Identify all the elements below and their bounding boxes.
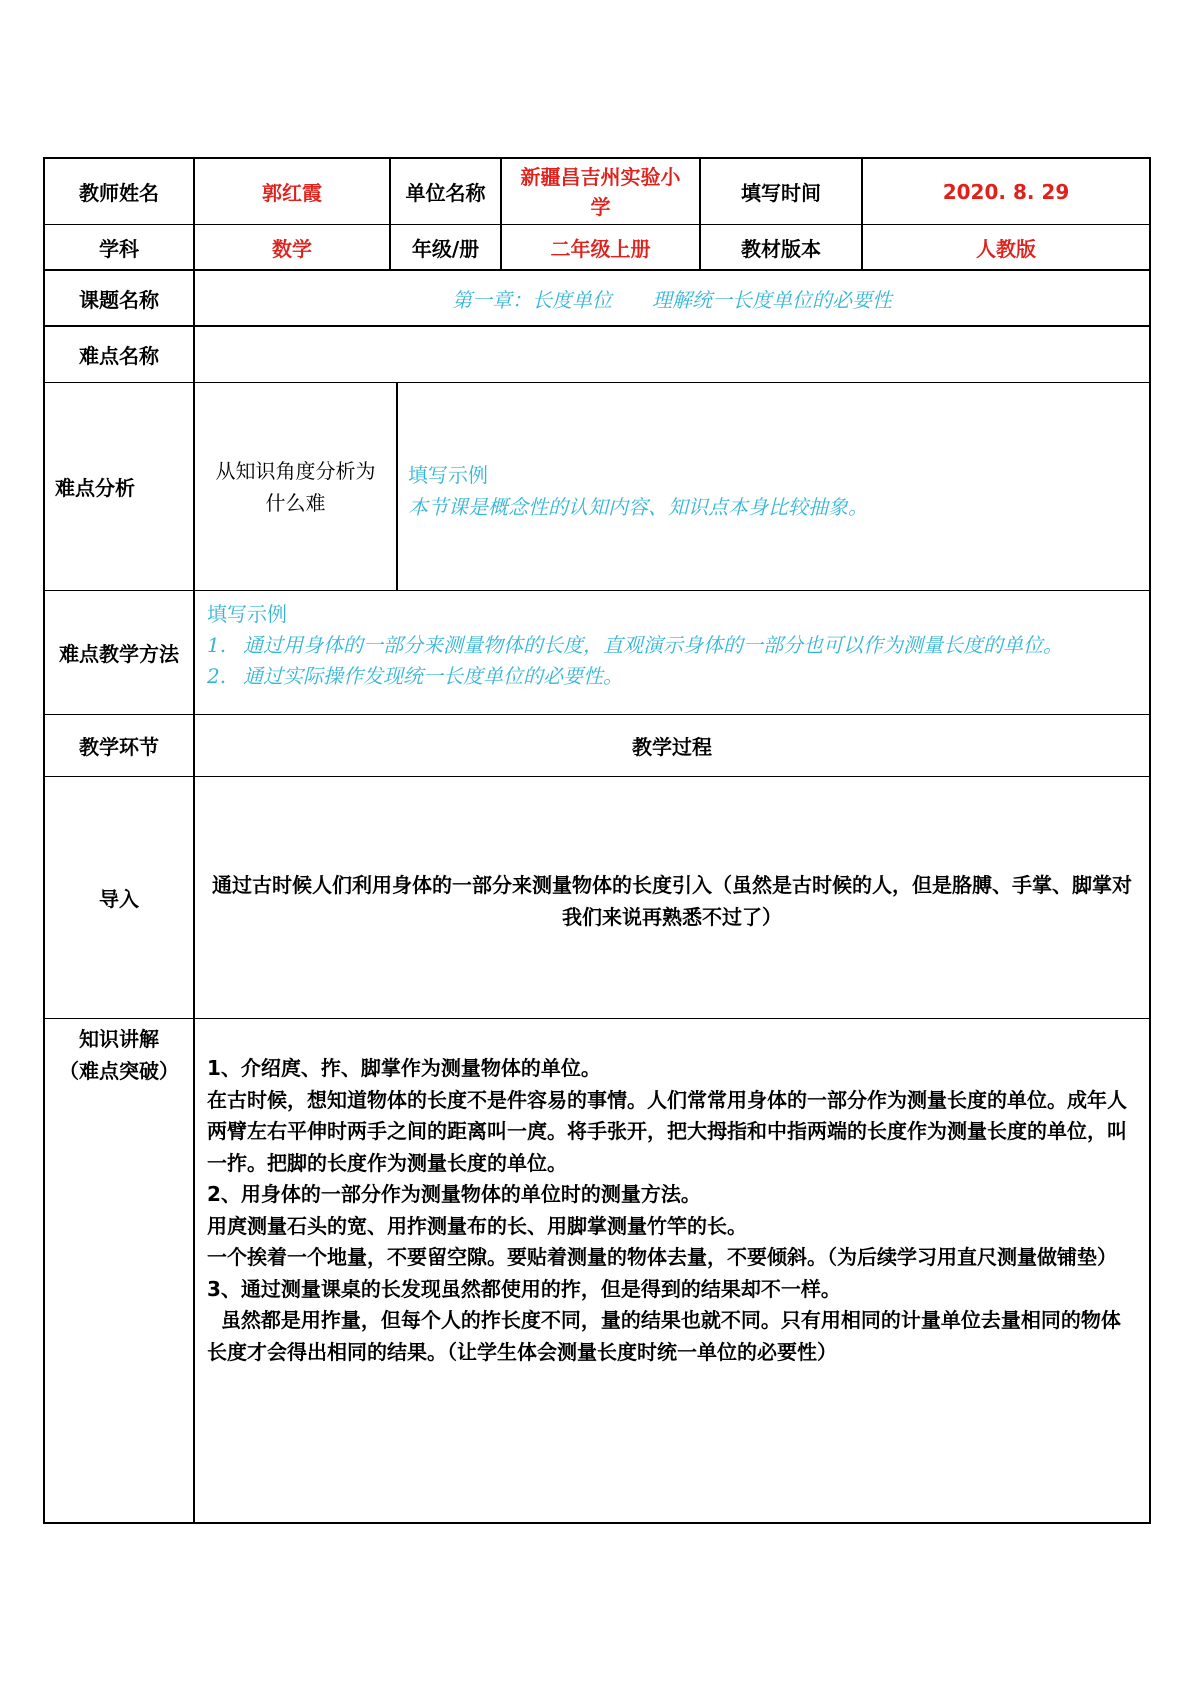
knowledge-paragraph: 在古时候，想知道物体的长度不是件容易的事情。人们常常用身体的一部分作为测量长度的单位。成年人两臂左右平伸时两手之间的距离叫一庹。将手张开，把大拇指和中指两端的长度作为测量长度的单位，叫一拃。把脚的长度作为测量长度的单位。 [207,1087,1127,1175]
unit-name-label: 单位名称 [391,159,502,224]
row-difficulty-analysis [45,383,1149,591]
difficulty-name-value [195,327,1149,382]
edition-label: 教材版本 [701,225,863,269]
analysis-example [398,383,1149,590]
grade-label: 年级/册 [391,225,502,269]
grade-value: 二年级上册 [502,225,701,269]
method-item-number: 1. [207,633,227,657]
analysis-knowledge-angle-label: 从知识角度分析为什么难 [195,383,398,590]
teaching-method-content [195,591,1149,714]
row-difficulty-name [45,327,1149,383]
analysis-example-title: 填写示例 [408,463,488,487]
intro-label: 导入 [45,777,195,1018]
teacher-name-label: 教师姓名 [45,159,195,224]
fill-date-value: 2020. 8. 29 [942,179,1070,204]
lesson-form-table [43,157,1151,1524]
knowledge-paragraph: 一个挨着一个地量，不要留空隙。要贴着测量的物体去量，不要倾斜。（为后续学习用直尺测量做铺垫） [207,1245,1117,1269]
method-item-number: 2. [207,664,227,688]
unit-name-value: 新疆昌吉州实验小学 [502,159,701,224]
knowledge-paragraph: 虽然都是用拃量，但每个人的拃长度不同，量的结果也就不同。只有用相同的计量单位去量相同的物体长度才会得出相同的结果。（让学生体会测量长度时统一单位的必要性） [207,1308,1121,1364]
row-intro [45,777,1149,1019]
row-knowledge [45,1019,1149,1522]
knowledge-paragraph: 2、用身体的一部分作为测量物体的单位时的测量方法。 [207,1182,701,1206]
difficulty-analysis-label: 难点分析 [45,383,195,590]
method-item-text: 通过实际操作发现统一长度单位的必要性。 [243,664,623,688]
method-item-text: 通过用身体的一部分来测量物体的长度，直观演示身体的一部分也可以作为测量长度的单位。 [243,633,1063,657]
method-item [207,630,1137,661]
knowledge-label [45,1019,195,1522]
teaching-process-label: 教学过程 [632,735,712,759]
difficulty-name-label: 难点名称 [45,327,195,382]
row-teacher-info [45,159,1149,225]
edition-value: 人教版 [976,236,1036,261]
topic-label: 课题名称 [45,271,195,325]
teaching-method-label: 难点教学方法 [45,591,195,714]
knowledge-content [195,1019,1149,1522]
knowledge-paragraph: 3、通过测量课桌的长发现虽然都使用的拃，但是得到的结果却不一样。 [207,1276,841,1301]
knowledge-paragraph: 1、介绍庹、拃、脚掌作为测量物体的单位。 [207,1056,601,1080]
fill-date-label: 填写时间 [701,159,863,224]
knowledge-label-line2: （难点突破） [59,1059,179,1083]
row-process-header [45,715,1149,777]
method-item [207,661,1137,692]
row-topic [45,271,1149,327]
teacher-name-value: 郭红霞 [195,159,391,224]
row-teaching-method [45,591,1149,715]
row-subject-info [45,225,1149,271]
topic-value: 第一章：长度单位 理解统一长度单位的必要性 [452,287,892,312]
method-example-title: 填写示例 [207,602,287,626]
knowledge-label-line1: 知识讲解 [79,1027,159,1051]
teaching-stage-label: 教学环节 [45,715,195,776]
subject-value: 数学 [195,225,391,269]
knowledge-paragraph: 用庹测量石头的宽、用拃测量布的长、用脚掌测量竹竿的长。 [207,1213,747,1238]
analysis-example-text: 本节课是概念性的认知内容、知识点本身比较抽象。 [408,495,868,519]
intro-text: 通过古时候人们利用身体的一部分来测量物体的长度引入（虽然是古时候的人，但是胳膊、手掌、脚掌对我们来说再熟悉不过了） [212,873,1132,929]
subject-label: 学科 [45,225,195,269]
